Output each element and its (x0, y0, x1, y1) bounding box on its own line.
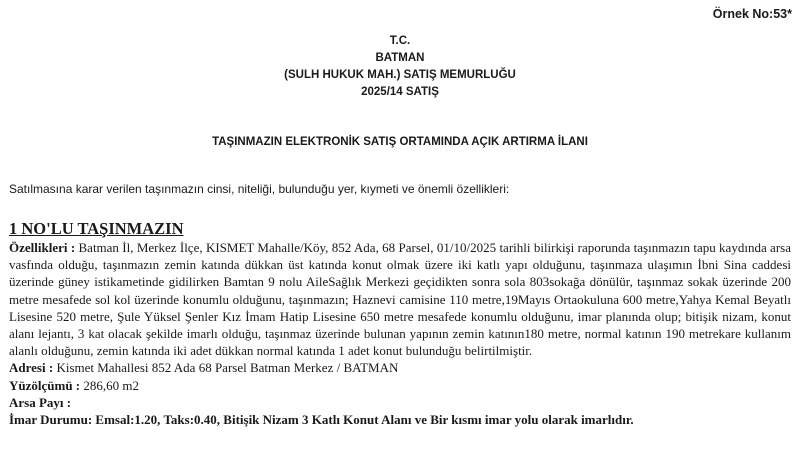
header-office: (SULH HUKUK MAH.) SATIŞ MEMURLUĞU (284, 69, 516, 81)
document-header (0, 33, 800, 101)
area-value: 286,60 m2 (80, 377, 140, 393)
land-share-label: Arsa Payı : (9, 394, 72, 410)
header-country: T.C. (389, 35, 411, 47)
features-label: Özellikleri : (9, 240, 76, 255)
property-features (9, 239, 791, 359)
sample-number: Örnek No:53* (712, 7, 792, 21)
property-address (9, 359, 791, 376)
area-label: Yüzölçümü : (9, 377, 81, 393)
address-label: Adresi : (9, 360, 54, 376)
property-area (9, 377, 791, 394)
intro-text: Satılmasına karar verilen taşınmazın cinsi, niteliği, bulunduğu yer, kıymeti ve önemli özellikleri: (9, 182, 510, 196)
notice-title: TAŞINMAZIN ELEKTRONİK SATIŞ ORTAMINDA AÇIK ARTIRMA İLANI (212, 136, 588, 148)
features-text: Batman İl, Merkez İlçe, KISMET Mahalle/Köy, 852 Ada, 68 Parsel, 01/10/2025 tarihli bilirkişi raporunda taşınmazın tapu kaydında arsa vasfında olduğu, taşınmazın zemin katında dükkan üst katında konut olmak üzere iki katlı yapı olduğunu, taşınmaza ulaşımın İbni Sina caddesi üzerinde güney istikametinde gidilirken Bamtan 9 nolu AileSağlık Merkezi geçidikten sonra sola 803sokağa dönülür, taşınmaz sokak üzerinde 200 metre mesafede sol kol üzerinde konumlu olduğunu, taşınmazın; Haznevi camisine 110 metre,19Mayıs Ortaokuluna 600 metre,Yahya Kemal Beyatlı Lisesine 520 metre, Şule Yüksel Şenler Kız İmam Hatip Lisesine 650 metre mesafede konumlu olduğunu, imar planında olup; bitişik nizam, konut alanı lejantı, 3 kat olacak şekilde imarlı olduğu, taşınmaz üzerinde bulunan yapının zemin katının180 metre, normal katının 190 metrekare kullanım alanlı olduğunu, zemin katında iki adet dükkan normal katında 1 adet konut bulunduğu belirtilmiştir. (9, 240, 791, 359)
header-file-number: 2025/14 SATIŞ (361, 86, 439, 98)
property-section (9, 219, 791, 428)
property-land-share (9, 394, 791, 411)
header-city: BATMAN (375, 52, 425, 64)
property-zoning: İmar Durumu: Emsal:1.20, Taks:0.40, Bitişik Nizam 3 Katlı Konut Alanı ve Bir kısmı imar yolu olarak imarlıdır. (9, 412, 634, 428)
property-title: 1 NO'LU TAŞINMAZIN (9, 219, 184, 238)
address-value: Kismet Mahallesi 852 Ada 68 Parsel Batman Merkez / BATMAN (53, 360, 399, 376)
